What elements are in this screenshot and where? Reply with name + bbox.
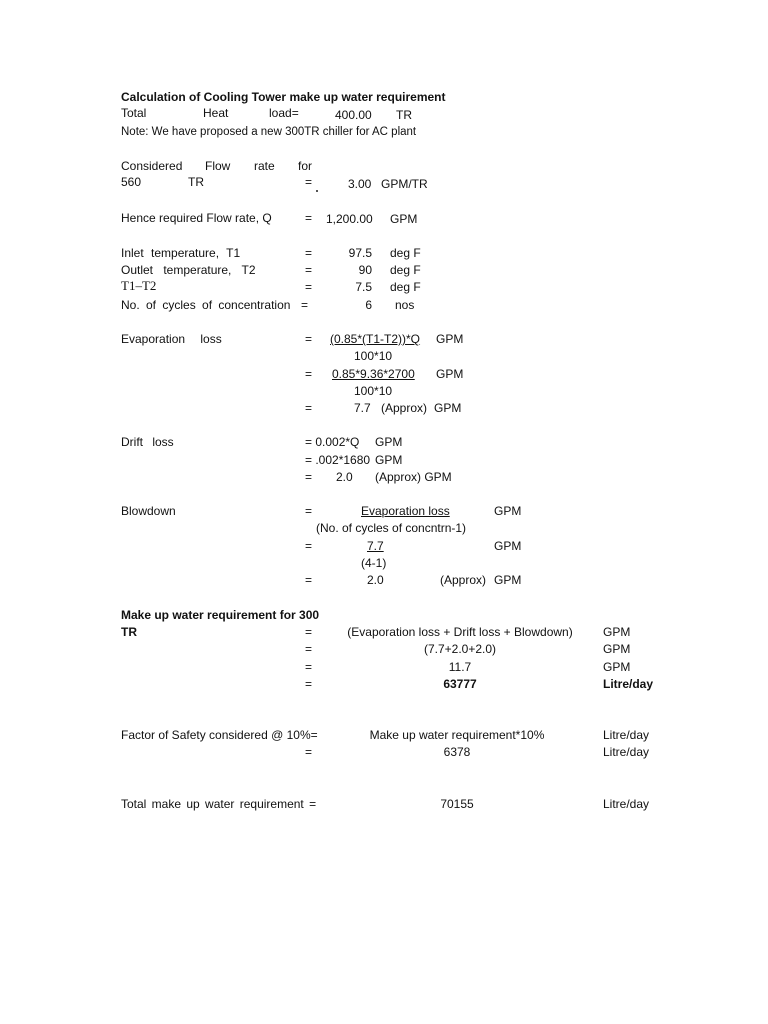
- blowdown-equals-1: =: [305, 504, 313, 518]
- flow-label-560: 560: [121, 175, 142, 189]
- makeup-unit-1: GPM: [603, 625, 631, 639]
- blowdown-approx: (Approx): [440, 573, 487, 587]
- required-flow-unit: GPM: [390, 212, 418, 226]
- heat-load-unit: TR: [396, 108, 412, 122]
- heat-load-label-heat: Heat: [203, 106, 229, 120]
- evaporation-equals-1: =: [305, 332, 313, 346]
- outlet-temp-label: Outlet temperature, T2: [121, 263, 256, 277]
- safety-value-1: Make up water requirement*10%: [369, 728, 545, 742]
- inlet-temp-label: Inlet temperature, T1: [121, 246, 241, 260]
- makeup-value-2: (7.7+2.0+2.0): [423, 642, 497, 656]
- evaporation-numerator-2: 0.85*9.36*2700: [332, 367, 415, 381]
- blowdown-unit-2: GPM: [494, 539, 522, 553]
- evaporation-unit-2: GPM: [436, 367, 464, 381]
- temp-diff-equals: =: [305, 280, 313, 294]
- outlet-temp-unit: deg F: [390, 263, 421, 277]
- makeup-equals-2: =: [305, 642, 313, 656]
- evaporation-denominator-2: 100*10: [354, 384, 393, 398]
- evaporation-equals-2: =: [305, 367, 313, 381]
- drift-line-2: = .002*1680: [305, 453, 371, 467]
- heat-load-value: 400.00: [335, 108, 372, 122]
- makeup-equals-3: =: [305, 660, 313, 674]
- blowdown-label: Blowdown: [121, 504, 176, 518]
- outlet-temp-equals: =: [305, 263, 313, 277]
- stray-dot: [316, 190, 318, 192]
- flow-equals: =: [305, 175, 313, 189]
- safety-label: Factor of Safety considered @ 10%=: [121, 728, 318, 742]
- flow-label-tr: TR: [188, 175, 204, 189]
- total-value: 70155: [440, 797, 474, 811]
- blowdown-value: 2.0: [367, 573, 384, 587]
- page-title: Calculation of Cooling Tower make up water requirement: [121, 90, 446, 104]
- makeup-equals-4: =: [305, 677, 313, 691]
- drift-line-1: = 0.002*Q: [305, 435, 360, 449]
- cycles-value: 6: [365, 298, 372, 312]
- flow-value: 3.00: [348, 177, 372, 191]
- drift-equals-3: =: [305, 470, 313, 484]
- cycles-unit: nos: [395, 298, 415, 312]
- required-flow-equals: =: [305, 211, 313, 225]
- inlet-temp-unit: deg F: [390, 246, 421, 260]
- required-flow-value: 1,200.00: [326, 212, 373, 226]
- makeup-value-1: (Evaporation loss + Drift loss + Blowdown): [347, 625, 573, 639]
- safety-unit-1: Litre/day: [603, 728, 650, 742]
- drift-value: 2.0: [336, 470, 353, 484]
- inlet-temp-equals: =: [305, 246, 313, 260]
- blowdown-denominator-1: (No. of cycles of concntrn-1): [316, 521, 467, 535]
- blowdown-numerator-1: Evaporation loss: [361, 504, 450, 518]
- evaporation-value: 7.7: [354, 401, 371, 415]
- required-flow-label: Hence required Flow rate, Q: [121, 211, 272, 225]
- drift-unit-1: GPM: [375, 435, 403, 449]
- flow-label-rate: rate: [254, 159, 275, 173]
- inlet-temp-value: 97.5: [348, 246, 372, 260]
- drift-unit-2: GPM: [375, 453, 403, 467]
- blowdown-equals-2: =: [305, 539, 313, 553]
- total-unit: Litre/day: [603, 797, 650, 811]
- total-label: Total make up water requirement =: [121, 797, 317, 811]
- evaporation-unit-3: GPM: [434, 401, 462, 415]
- safety-value-2: 6378: [443, 745, 471, 759]
- flow-label-for: for: [298, 159, 313, 173]
- cycles-label: No. of cycles of concentration: [121, 298, 291, 312]
- blowdown-numerator-2: 7.7: [367, 539, 384, 553]
- makeup-unit-3: GPM: [603, 660, 631, 674]
- makeup-equals-1: =: [305, 625, 313, 639]
- drift-approx: (Approx) GPM: [375, 470, 452, 484]
- blowdown-equals-3: =: [305, 573, 313, 587]
- note-text: Note: We have proposed a new 300TR chiller for AC plant: [121, 126, 417, 138]
- evaporation-approx: (Approx): [381, 401, 428, 415]
- heat-load-label-load: load=: [269, 106, 299, 120]
- blowdown-unit-3: GPM: [494, 573, 522, 587]
- temp-diff-label: T1–T2: [121, 278, 157, 293]
- outlet-temp-value: 90: [358, 263, 372, 277]
- makeup-label-line-1: Make up water requirement for 300: [121, 608, 320, 622]
- evaporation-numerator-1: (0.85*(T1-T2))*Q: [330, 332, 421, 346]
- blowdown-unit-1: GPM: [494, 504, 522, 518]
- safety-equals-2: =: [305, 745, 313, 759]
- blowdown-denominator-2: (4-1): [361, 556, 387, 570]
- evaporation-denominator-1: 100*10: [354, 349, 393, 363]
- makeup-value-4: 63777: [443, 677, 477, 691]
- drift-label: Drift loss: [121, 435, 174, 449]
- makeup-unit-4: Litre/day: [603, 677, 654, 691]
- makeup-value-3: 11.7: [448, 660, 472, 674]
- flow-label-considered: Considered: [121, 159, 183, 173]
- temp-diff-unit: deg F: [390, 280, 421, 294]
- cycles-equals: =: [301, 298, 309, 312]
- flow-unit: GPM/TR: [381, 177, 428, 191]
- flow-label-flow: Flow: [205, 159, 231, 173]
- makeup-label-line-2: TR: [121, 625, 137, 639]
- evaporation-equals-3: =: [305, 401, 313, 415]
- evaporation-unit-1: GPM: [436, 332, 464, 346]
- makeup-unit-2: GPM: [603, 642, 631, 656]
- evaporation-label: Evaporation loss: [121, 332, 222, 346]
- temp-diff-value: 7.5: [355, 280, 372, 294]
- heat-load-label-total: Total: [121, 106, 147, 120]
- safety-unit-2: Litre/day: [603, 745, 650, 759]
